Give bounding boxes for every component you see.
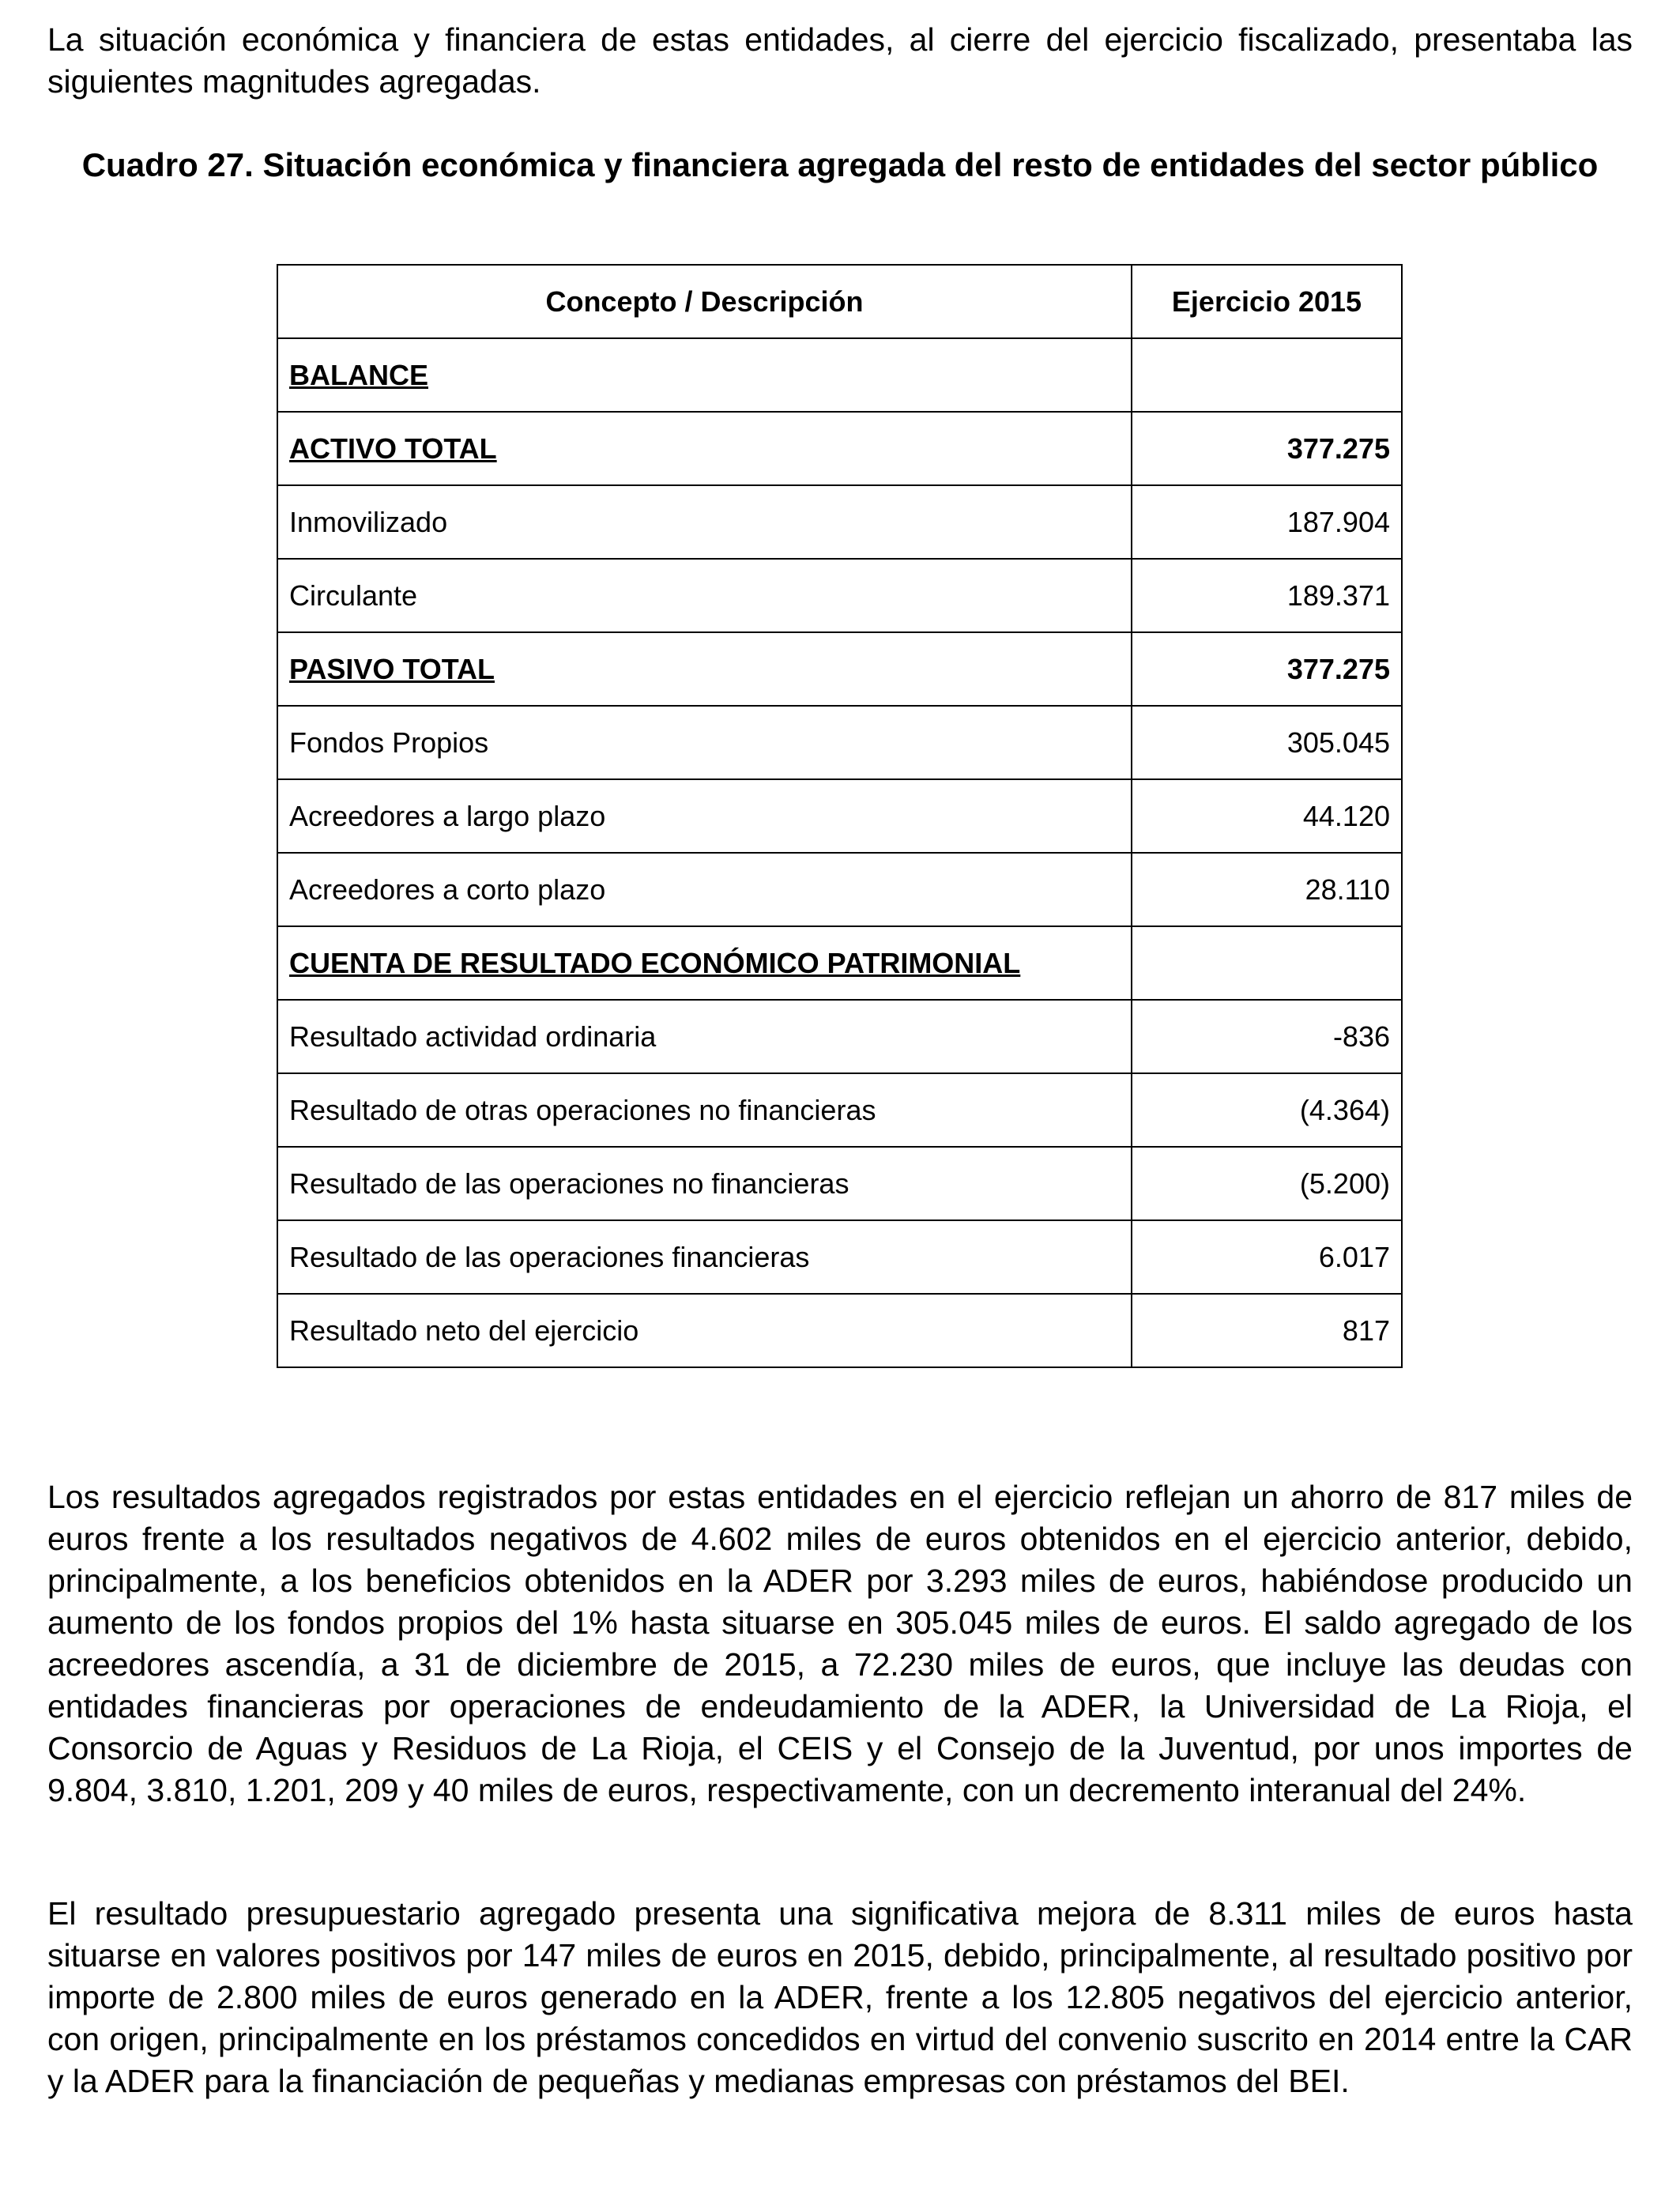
table-row [277, 412, 1402, 485]
row-value [1132, 926, 1402, 1000]
row-label: Resultado actividad ordinaria [277, 1000, 1132, 1073]
row-value: 28.110 [1132, 853, 1402, 926]
table-row [277, 926, 1402, 1000]
table-row [277, 485, 1402, 559]
row-label: PASIVO TOTAL [277, 632, 1132, 706]
table-row [277, 1073, 1402, 1147]
header-ejercicio: Ejercicio 2015 [1132, 265, 1402, 338]
row-value [1132, 338, 1402, 412]
table-row [277, 559, 1402, 632]
table-row [277, 1294, 1402, 1367]
row-value: 44.120 [1132, 779, 1402, 853]
table-row [277, 779, 1402, 853]
row-value: 817 [1132, 1294, 1402, 1367]
row-label: ACTIVO TOTAL [277, 412, 1132, 485]
header-concepto: Concepto / Descripción [277, 265, 1132, 338]
row-label: Acreedores a largo plazo [277, 779, 1132, 853]
row-value: (4.364) [1132, 1073, 1402, 1147]
row-value: -836 [1132, 1000, 1402, 1073]
row-label: Resultado de las operaciones no financieras [277, 1147, 1132, 1220]
table-row [277, 1147, 1402, 1220]
row-label: Fondos Propios [277, 706, 1132, 779]
table-row [277, 338, 1402, 412]
row-label: BALANCE [277, 338, 1132, 412]
table-caption: Cuadro 27. Situación económica y financiera agregada del resto de entidades del sector público [81, 146, 1599, 183]
row-label: Resultado de otras operaciones no financieras [277, 1073, 1132, 1147]
row-value: 377.275 [1132, 412, 1402, 485]
budget-result-paragraph: El resultado presupuestario agregado presenta una significativa mejora de 8.311 miles de euros hasta situarse en valores positivos por 147 miles de euros en 2015, debido, principalmente, al resultado positivo por importe de 2.800 miles de euros generado en la ADER, frente a los 12.805 negativos del ejercicio anterior, con origen, principalmente en los préstamos concedidos en virtud del convenio suscrito en 2014 entre la CAR y la ADER para la financiación de pequeñas y medianas empresas con préstamos del BEI. [47, 1895, 1633, 2099]
results-paragraph: Los resultados agregados registrados por estas entidades en el ejercicio reflejan un ahorro de 817 miles de euros frente a los resultados negativos de 4.602 miles de euros obtenidos en el ejercicio anterior, debido, principalmente, a los beneficios obtenidos en la ADER por 3.293 miles de euros, habiéndose producido un aumento de los fondos propios del 1% hasta situarse en 305.045 miles de euros. El saldo agregado de los acreedores ascendía, a 31 de diciembre de 2015, a 72.230 miles de euros, que incluye las deudas con entidades financieras por operaciones de endeudamiento de la ADER, la Universidad de La Rioja, el Consorcio de Aguas y Residuos de La Rioja, el CEIS y el Consejo de la Juventud, por unos importes de 9.804, 3.810, 1.201, 209 y 40 miles de euros, respectivamente, con un decremento interanual del 24%. [47, 1479, 1633, 1808]
row-label: Circulante [277, 559, 1132, 632]
table-row [277, 706, 1402, 779]
row-label: Inmovilizado [277, 485, 1132, 559]
table-row [277, 853, 1402, 926]
intro-paragraph: La situación económica y financiera de estas entidades, al cierre del ejercicio fiscalizado, presentaba las siguientes magnitudes agregadas. [47, 21, 1633, 100]
row-label: Acreedores a corto plazo [277, 853, 1132, 926]
row-label: CUENTA DE RESULTADO ECONÓMICO PATRIMONIAL [277, 926, 1132, 1000]
row-label: Resultado de las operaciones financieras [277, 1220, 1132, 1294]
row-label: Resultado neto del ejercicio [277, 1294, 1132, 1367]
financial-summary-table [277, 264, 1403, 1368]
table-row [277, 632, 1402, 706]
row-value: 305.045 [1132, 706, 1402, 779]
row-value: (5.200) [1132, 1147, 1402, 1220]
row-value: 187.904 [1132, 485, 1402, 559]
table-row [277, 1220, 1402, 1294]
row-value: 377.275 [1132, 632, 1402, 706]
table-row [277, 1000, 1402, 1073]
row-value: 6.017 [1132, 1220, 1402, 1294]
row-value: 189.371 [1132, 559, 1402, 632]
table-header-row [277, 265, 1402, 338]
